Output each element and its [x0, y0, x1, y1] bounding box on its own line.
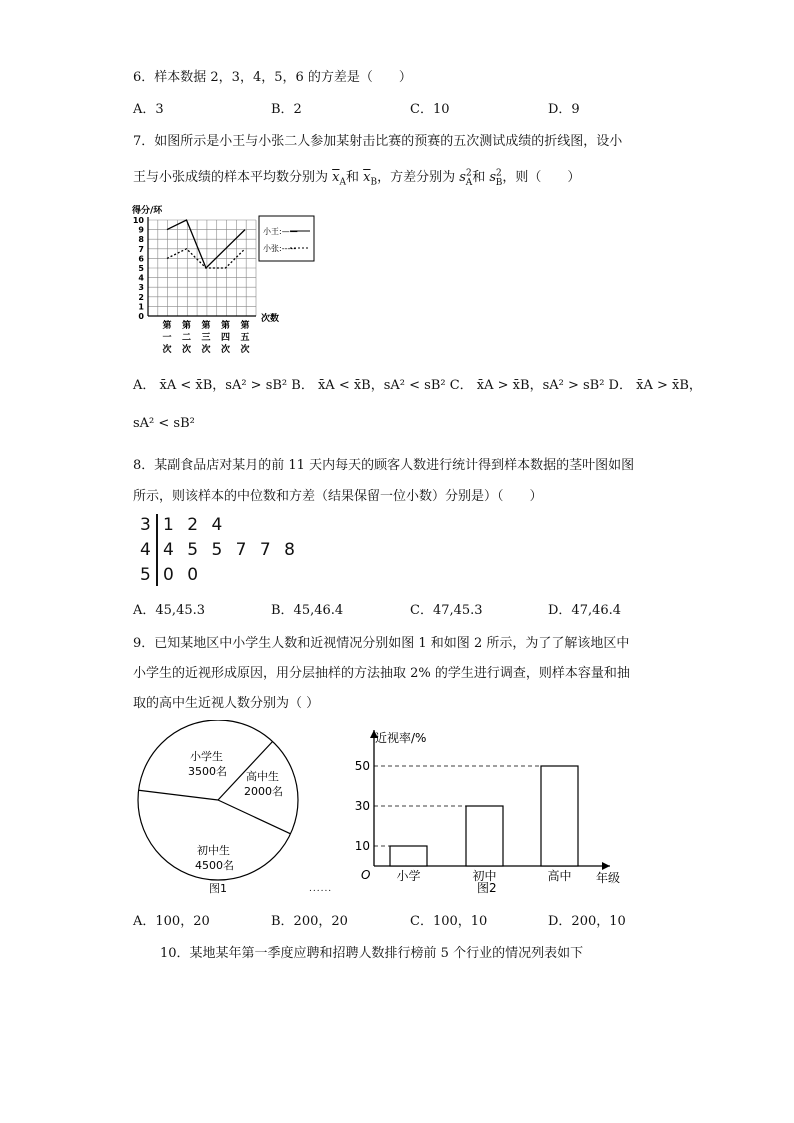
leaves-5: 0 0	[163, 565, 203, 585]
x-tick-label: 次	[240, 345, 250, 355]
y-tick-label: 3	[138, 283, 144, 293]
x-tick-label: 次	[220, 345, 231, 355]
chart-lines	[167, 220, 245, 268]
y-tick-label: 8	[138, 235, 144, 245]
q10-stem-line1: 10．某地某年第一季度应聘和招聘人数排行榜前 5 个行业的情况列表如下	[160, 946, 584, 961]
q9-option-d: D．200，10	[548, 914, 626, 929]
bar-x-tick: 小学	[396, 869, 421, 883]
x-tick-label: 第	[181, 321, 192, 331]
legend-xiaozhang: 小张:-----	[263, 244, 297, 253]
x-tick-label: 次	[181, 345, 192, 355]
q8-option-a: A．45,45.3	[133, 603, 206, 618]
bar-2	[541, 766, 578, 866]
legend-xiaowang: 小王:——	[263, 227, 298, 236]
y-tick-label: 9	[138, 225, 144, 235]
y-tick-label: 1	[138, 302, 144, 312]
stem-3: 3	[140, 515, 153, 535]
bar-x-tick: 初中	[472, 869, 497, 883]
stem-divider	[156, 514, 158, 586]
x-tick-label: 第	[201, 321, 211, 331]
bar-origin: O	[361, 868, 371, 882]
x-tick-label: 第	[240, 321, 250, 331]
x-tick-label: 第	[220, 321, 231, 331]
y-tick-label: 2	[138, 292, 144, 302]
q7-options: A． x̄A < x̄B，sA² > sB² B． x̄A < x̄B，sA² < sB² C． x̄A > x̄B，sA² > sB² D． x̄A > x̄B，	[133, 378, 702, 393]
chart-grid	[148, 217, 256, 316]
q9-stem-line1: 9．已知某地区中小学生人数和近视情况分别如图 1 和如图 2 所示，为了了解该地区中	[133, 636, 630, 651]
pie-label-middle: 初中生	[197, 844, 230, 857]
bar-1	[466, 806, 503, 866]
q6-option-c: C．10	[410, 102, 450, 117]
bar-y-tick: 10	[354, 839, 370, 853]
pie-count-high: 2000名	[244, 785, 283, 798]
x-tick-label: 四	[220, 333, 231, 343]
x-tick-label: 次	[162, 345, 172, 355]
leaves-3: 1 2 4	[163, 515, 227, 535]
chart-xticks	[162, 319, 249, 355]
q9-stem-line3: 取的高中生近视人数分别为（ ）	[133, 696, 320, 711]
bar-caption: 图2	[477, 881, 497, 895]
q9-option-a: A．100，20	[133, 914, 210, 929]
y-tick-label: 7	[138, 244, 144, 254]
x-tick-label: 三	[201, 333, 211, 343]
q7-option-d-tail: sA² < sB²	[133, 416, 195, 431]
y-tick-label: 6	[138, 254, 144, 264]
chart-xlabel: 次数	[261, 314, 280, 324]
chart-yticks	[133, 216, 145, 321]
y-tick-label: 4	[138, 273, 144, 283]
q9-option-c: C．100，10	[410, 914, 488, 929]
q7-line-chart	[128, 203, 318, 355]
leaves-4: 4 5 5 7 7 8	[163, 540, 299, 560]
q8-option-b: B．45,46.4	[271, 603, 344, 618]
chart-legend-box	[259, 216, 314, 261]
q9-bar-chart	[345, 722, 635, 898]
x-tick-label: 五	[240, 333, 250, 343]
bar-x-tick: 高中	[547, 869, 572, 883]
y-tick-label: 5	[138, 264, 144, 273]
q8-stem-line1: 8．某副食品店对某月的前 11 天内每天的顾客人数进行统计得到样本数据的茎叶图如图	[133, 458, 635, 473]
q7-stem-line2: 王与小张成绩的样本平均数分别为 $\overline{x}_A$和 $\overline{x}_B$，方差分别为 $s^2_A$和 $s^2_B$，则（ ）	[133, 168, 581, 188]
x-tick-label: 次	[201, 345, 211, 355]
bar-y-tick: 50	[354, 759, 370, 773]
bar-x-arrow	[602, 862, 610, 870]
y-tick-label: 10	[132, 216, 144, 225]
x-tick-label: 一	[162, 333, 172, 343]
y-tick-label: 0	[138, 312, 144, 321]
chart-ylabel: 得分/环	[132, 206, 163, 216]
bar-y-tick: 30	[354, 799, 370, 813]
pie-count-middle: 4500名	[195, 859, 234, 872]
x-tick-label: 第	[162, 321, 172, 331]
q9-dots: ......	[309, 884, 333, 894]
q9-pie-chart	[134, 720, 304, 900]
pie-caption: 图1	[209, 882, 227, 895]
q7-stem-line1: 7．如图所示是小王与小张二人参加某射击比赛的预赛的五次测试成绩的折线图，设小	[133, 134, 623, 149]
series-line-xiaowang	[167, 220, 245, 268]
pie-label-primary: 小学生	[190, 750, 223, 763]
stem-4: 4	[140, 540, 153, 560]
q8-option-d: D．47,46.4	[548, 603, 622, 618]
x-tick-label: 二	[181, 333, 192, 343]
q9-option-b: B．200，20	[271, 914, 348, 929]
q8-stem-line2: 所示，则该样本的中位数和方差（结果保留一位小数）分别是）（ ）	[133, 489, 543, 504]
pie-label-high: 高中生	[246, 770, 279, 783]
stem-5: 5	[140, 565, 153, 585]
q6-option-a: A．3	[133, 102, 164, 117]
bar-xlabel: 年级	[596, 871, 621, 885]
q9-stem-line2: 小学生的近视形成原因，用分层抽样的方法抽取 2% 的学生进行调查，则样本容量和抽	[133, 666, 630, 681]
q6-stem: 6．样本数据 2，3，4，5，6 的方差是（ ）	[133, 70, 412, 85]
q6-option-d: D．9	[548, 102, 580, 117]
pie-count-primary: 3500名	[188, 765, 227, 778]
bar-0	[390, 846, 427, 866]
bar-ylabel: 近视率/%	[375, 731, 427, 745]
q8-option-c: C．47,45.3	[410, 603, 483, 618]
q6-option-b: B．2	[271, 102, 302, 117]
